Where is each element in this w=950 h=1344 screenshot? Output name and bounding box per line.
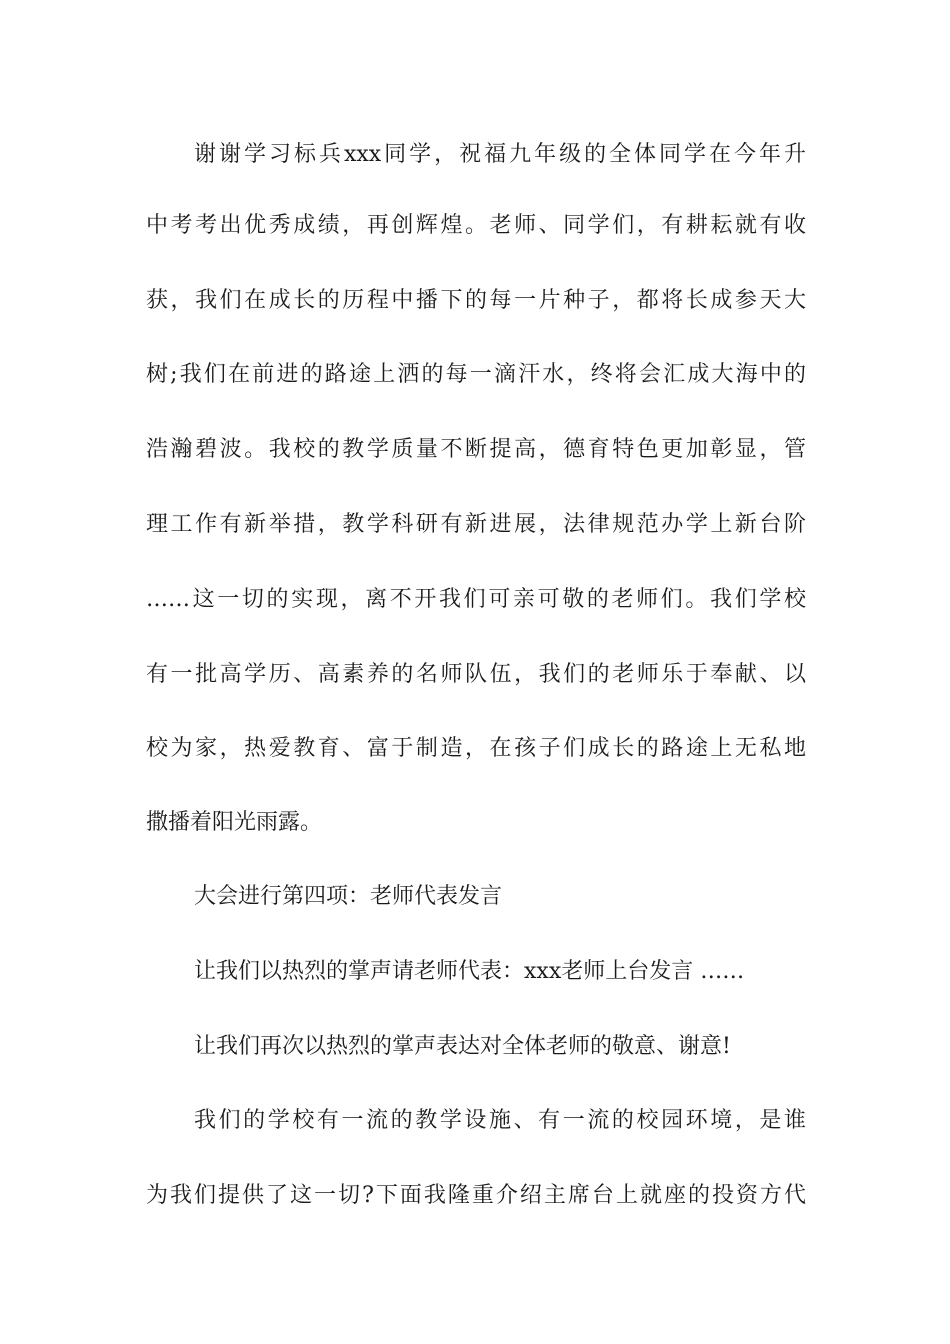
paragraph-line: 我们的学校有一流的教学设施、有一流的校园环境，是谁 [194,1108,806,1133]
paragraph-line: 让我们再次以热烈的掌声表达对全体老师的敬意、谢意! [194,1034,731,1059]
paragraph-line: 理工作有新举措，教学科研有新进展，法律规范办学上新台阶 [146,512,806,537]
paragraph-line: 中考考出优秀成绩，再创辉煌。老师、同学们，有耕耘就有收 [146,213,806,238]
paragraph-line: 浩瀚碧波。我校的教学质量不断提高，德育特色更加彰显，管 [146,437,806,462]
paragraph-line: 树;我们在前进的路途上洒的每一滴汗水，终将会汇成大海中的 [146,362,806,387]
paragraph-line: ……这一切的实现，离不开我们可亲可敬的老师们。我们学校 [146,587,806,612]
paragraph-line: 让我们以热烈的掌声请老师代表：xxx老师上台发言 …… [194,959,745,984]
agenda-item-heading: 大会进行第四项：老师代表发言 [194,884,503,909]
paragraph-line: 为我们提供了这一切?下面我隆重介绍主席台上就座的投资方代 [146,1183,806,1208]
paragraph-line: 校为家，热爱教育、富于制造，在孩子们成长的路途上无私地 [146,736,806,761]
paragraph-line: 获，我们在成长的历程中播下的每一片种子，都将长成参天大 [146,288,806,313]
paragraph-line: 有一批高学历、高素养的名师队伍，我们的老师乐于奉献、以 [146,662,806,687]
paragraph-line: 撒播着阳光雨露。 [146,810,323,835]
paragraph-line: 谢谢学习标兵xxx同学，祝福九年级的全体同学在今年升 [194,142,806,167]
